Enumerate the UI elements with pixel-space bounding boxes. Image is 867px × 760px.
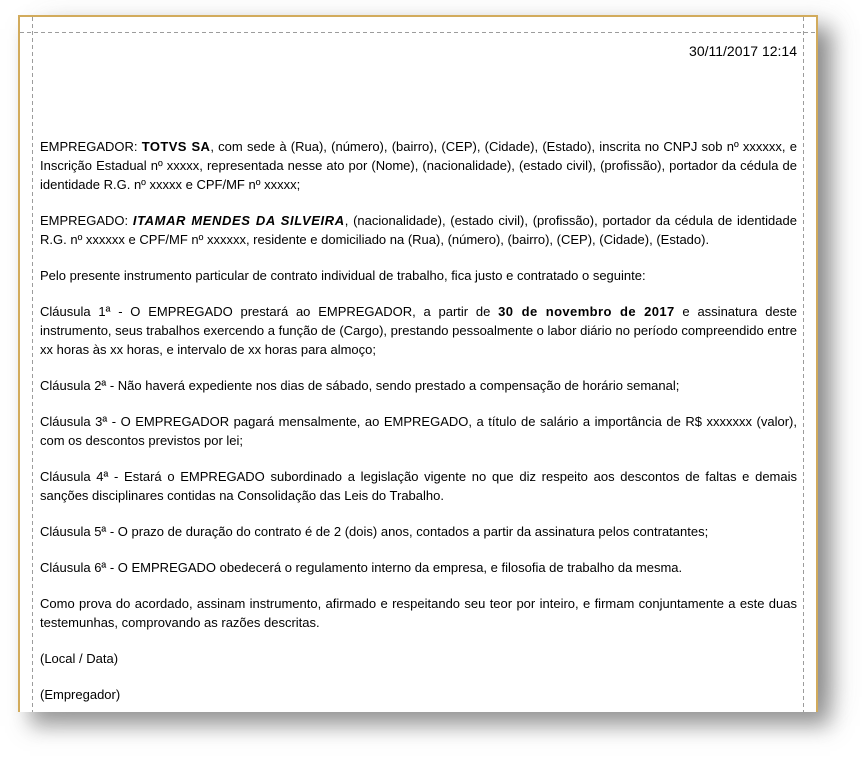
clause-5	[40, 522, 797, 541]
clause-6	[40, 558, 797, 577]
clause-4	[40, 467, 797, 505]
employee-paragraph	[40, 211, 797, 249]
text-segment: EMPREGADOR:	[40, 139, 142, 154]
text-segment: 30 de novembro de 2017	[498, 304, 675, 319]
employer-paragraph	[40, 137, 797, 194]
text-segment: (Empregador)	[40, 687, 121, 702]
text-segment: Cláusula 6ª - O EMPREGADO obedecerá o regulamento interno da empresa, e filosofia de trabalho da mesma.	[40, 560, 683, 575]
text-segment: , com sede à (Rua), (número), (bairro), (CEP), (Cidade), (Estado), inscrita no CNPJ sob nº xxxxxx, e Inscrição Estadual nº xxxxx, representada nesse ato por (Nome), (nacionalidade), (estado civil), (profissão), portador da cédula de identidade R.G. nº xxxxx e CPF/MF nº xxxxx;	[40, 139, 797, 192]
clause-3	[40, 412, 797, 450]
print-timestamp: 30/11/2017 12:14	[689, 43, 797, 59]
signature-local-data	[40, 649, 797, 668]
text-segment: TOTVS SA	[141, 139, 211, 154]
text-segment: e assinatura deste instrumento, seus trabalhos exercendo a função de (Cargo), prestando pessoalmente o labor diário no período compreendido entre xx horas às xx horas, e intervalo de xx horas para almoço;	[40, 304, 798, 357]
text-segment: Cláusula 4ª - Estará o EMPREGADO subordinado a legislação vigente no que diz respeito aos descontos de faltas e demais sanções disciplinares contidas na Consolidação das Leis do Trabalho.	[40, 469, 797, 503]
text-segment: Cláusula 3ª - O EMPREGADOR pagará mensalmente, ao EMPREGADO, a título de salário a importância de R$ xxxxxxx (valor), com os descontos previstos por lei;	[40, 414, 797, 448]
text-segment: Pelo presente instrumento particular de contrato individual de trabalho, fica justo e contratado o seguinte:	[40, 268, 646, 283]
clause-2	[40, 376, 797, 395]
intro-paragraph	[40, 266, 797, 285]
closing-paragraph	[40, 594, 797, 632]
clause-1	[40, 302, 797, 359]
document-body	[40, 137, 797, 721]
margin-guide-right	[803, 17, 804, 712]
margin-guide-top	[20, 32, 816, 33]
margin-guide-left	[32, 17, 33, 712]
text-segment: , (nacionalidade), (estado civil), (profissão), portador da cédula de identidade R.G. nº xxxxxx e CPF/MF nº xxxxxx, residente e domiciliado na (Rua), (número), (bairro), (CEP), (Cidade), (Estado).	[40, 213, 797, 247]
text-segment: ITAMAR MENDES DA SILVEIRA	[132, 213, 345, 228]
text-segment: Cláusula 5ª - O prazo de duração do contrato é de 2 (dois) anos, contados a partir da assinatura pelos contratantes;	[40, 524, 709, 539]
text-segment: Como prova do acordado, assinam instrumento, afirmado e respeitando seu teor por inteiro, e firmam conjuntamente a este duas testemunhas, comprovando as razões descritas.	[40, 596, 797, 630]
document-page	[18, 15, 818, 712]
text-segment: Cláusula 2ª - Não haverá expediente nos dias de sábado, sendo prestado a compensação de horário semanal;	[40, 378, 680, 393]
signature-empregador	[40, 685, 797, 704]
text-segment: EMPREGADO:	[40, 213, 133, 228]
text-segment: Cláusula 1ª - O EMPREGADO prestará ao EMPREGADOR, a partir de	[40, 304, 499, 319]
text-segment: (Local / Data)	[40, 651, 119, 666]
